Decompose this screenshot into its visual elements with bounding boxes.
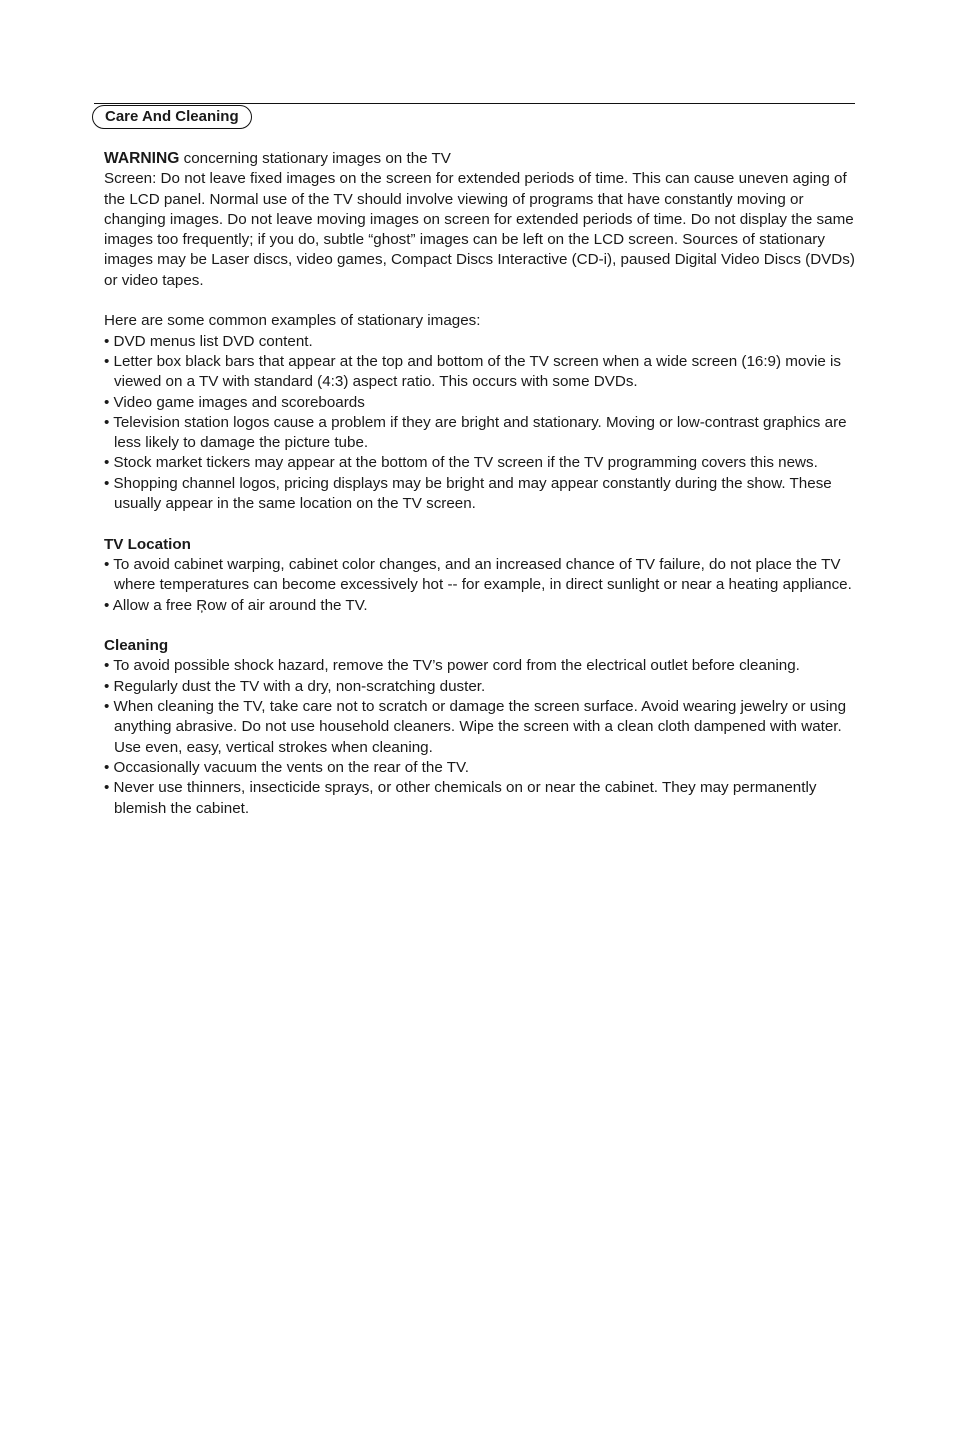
list-item: • Allow a free Ŗow of air around the TV. xyxy=(104,596,368,614)
list-item: • Letter box black bars that appear at the top and bottom of the TV screen when a wide screen (16:9) movie is viewed on a TV with standard (4:3) aspect ratio. This occurs with some DVDs. xyxy=(104,352,841,391)
list-item: • Stock market tickers may appear at the bottom of the TV screen if the TV programming covers this news. xyxy=(104,454,818,472)
list-item: • Video game images and scoreboards xyxy=(104,393,365,411)
list-item: • Shopping channel logos, pricing displays may be bright and may appear constantly during the show. These usually appear in the same location on the TV screen. xyxy=(104,474,832,513)
tv-location-list xyxy=(104,555,864,616)
document-body xyxy=(104,149,864,819)
warning-line xyxy=(104,149,864,169)
list-item: • To avoid cabinet warping, cabinet color changes, and an increased chance of TV failure, do not place the TV where temperatures can become excessively hot -- for example, in direct sunlight or near a heating appliance. xyxy=(104,555,852,594)
examples-list xyxy=(104,332,864,515)
examples-intro: Here are some common examples of stationary images: xyxy=(104,312,481,330)
list-item: • To avoid possible shock hazard, remove the TV’s power cord from the electrical outlet before cleaning. xyxy=(104,657,800,675)
list-item: • Regularly dust the TV with a dry, non-scratching duster. xyxy=(104,677,486,695)
warning-paragraph: Screen: Do not leave fixed images on the screen for extended periods of time. This can cause uneven aging of the LCD panel. Normal use of the TV should involve viewing of programs that have constantly moving or changing images. Do not leave moving images on screen for extended periods of time. Do not display the same images too frequently; if you do, subtle “ghost” images can be left on the LCD screen. Sources of stationary images may be Laser discs, video games, Compact Discs Interactive (CD-i), paused Digital Video Discs (DVDs) or video tapes. xyxy=(104,170,855,289)
header-rule xyxy=(94,103,855,104)
list-item: • Occasionally vacuum the vents on the rear of the TV. xyxy=(104,758,469,776)
tv-location-heading: TV Location xyxy=(104,535,191,553)
section-title-tab: Care And Cleaning xyxy=(92,105,252,129)
list-item: • Television station logos cause a problem if they are bright and stationary. Moving or low-contrast graphics are less likely to damage the picture tube. xyxy=(104,413,847,452)
cleaning-heading: Cleaning xyxy=(104,637,169,655)
warning-label: WARNING xyxy=(104,150,180,167)
cleaning-list xyxy=(104,656,864,818)
list-item: • When cleaning the TV, take care not to scratch or damage the screen surface. Avoid wearing jewelry or using anything abrasive. Do not use household cleaners. Wipe the screen with a clean cloth dampened with water. Use even, easy, vertical strokes when cleaning. xyxy=(104,698,847,756)
list-item: • Never use thinners, insecticide sprays, or other chemicals on or near the cabinet. They may permanently blemish the cabinet. xyxy=(104,779,817,817)
warning-subject: concerning stationary images on the TV xyxy=(179,150,451,167)
list-item: • DVD menus list DVD content. xyxy=(104,332,313,350)
